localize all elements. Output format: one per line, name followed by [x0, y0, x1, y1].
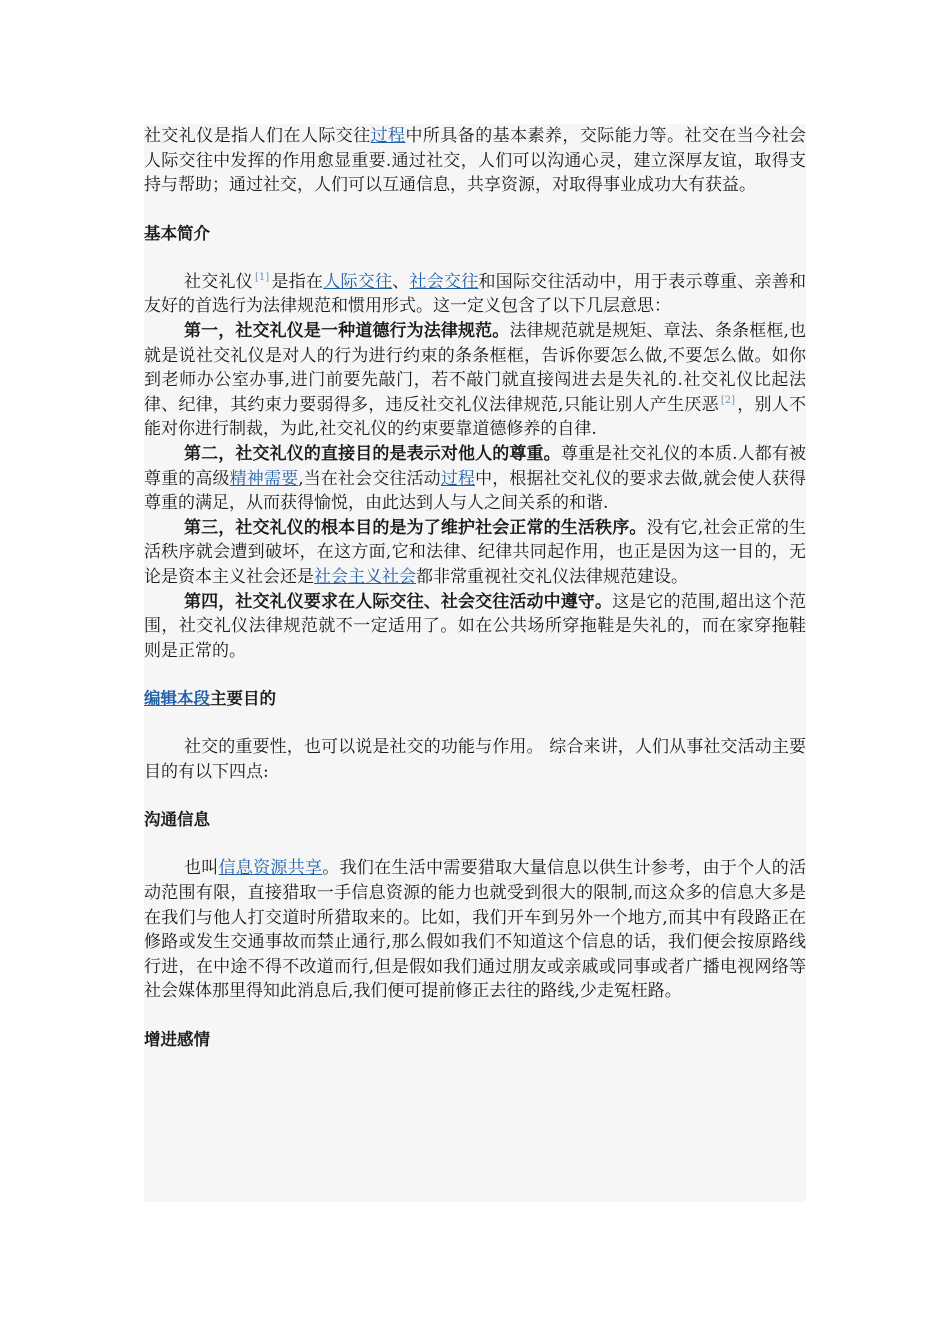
- link-guocheng-2[interactable]: 过程: [440, 468, 476, 489]
- communication-paragraph: [144, 856, 806, 1004]
- text-span: 法律规范就是规矩、章法、条条框框,也就是说社交礼仪是对人的行为进行约束的条条框框，告诉你要怎么做,不要怎么做。如你到老师办公室办事,进门前要先敲门，若不敲门就直接闯进去是失礼的.社交礼仪比起法律、纪律，其约束力要弱得多，违反社交礼仪法律规范,只能让别人产生厌恶: [144, 320, 806, 415]
- text-span: 和国际交往活动中，用于表示尊重、亲善和友好的首选行为法律规范和惯用形式。这一定义包含了以下几层意思：: [144, 271, 806, 317]
- link-shehui-jiaowang[interactable]: 社会交往: [409, 271, 479, 292]
- link-guocheng[interactable]: 过程: [370, 126, 406, 146]
- text-span: 这是它的范围,超出这个范围，社交礼仪法律规范就不一定适用了。如在公共场所穿拖鞋是失礼的，而在家穿拖鞋则是正常的。: [144, 591, 806, 661]
- text-span: 没有它,社会正常的生活秩序就会遭到破坏，在这方面,它和法律、纪律共同起作用，也正是因为这一目的，无论是资本主义社会还是: [144, 517, 806, 587]
- text-span: 也叫: [184, 858, 219, 879]
- intro-text: 中所具备的基本素养，交际能力等。社交在当今社会人际交往中发挥的作用愈显重要.通过社交，人们可以沟通心灵，建立深厚友谊，取得支持与帮助；通过社交，人们可以互通信息，共享资源，对取得事业成功大有获益。: [144, 126, 806, 196]
- citation-ref-2[interactable]: [2]: [720, 394, 736, 406]
- point-four-paragraph: [144, 590, 806, 664]
- text-span: 都非常重视社交礼仪法律规范建设。: [416, 566, 688, 587]
- purpose-paragraph: 社交的重要性，也可以说是社交的功能与作用。 综合来讲，人们从事社交活动主要目的有以下四点:: [144, 737, 806, 782]
- point-one-paragraph: [144, 319, 806, 442]
- point-three-paragraph: [144, 516, 806, 590]
- text-span: 中，根据社交礼仪的要求去做,就会使人获得尊重的满足，从而获得愉悦，由此达到人与人之间关系的和谐.: [144, 468, 806, 514]
- point-one-lead: 第一，社交礼仪是一种道德行为法律规范。: [184, 320, 510, 341]
- citation-ref-1[interactable]: [1]: [255, 271, 270, 283]
- link-renji-jiaowang[interactable]: 人际交往: [323, 271, 393, 292]
- link-shehuizhuyi-shehui[interactable]: 社会主义社会: [314, 566, 416, 587]
- text-span: 、: [392, 271, 410, 292]
- definition-paragraph: [144, 270, 806, 319]
- section-heading-main-purpose: [144, 687, 806, 711]
- section-title-text: 主要目的: [210, 689, 276, 709]
- section-heading-communication: 沟通信息: [144, 810, 210, 830]
- text-span: ，别人不能对你进行制裁，为此,社交礼仪的约束要靠道德修养的自律.: [144, 394, 806, 440]
- point-three-lead: 第三，社交礼仪的根本目的是为了维护社会正常的生活秩序。: [184, 517, 647, 538]
- text-span: ,当在社会交往活动: [298, 468, 441, 489]
- link-jingshen-xuyao[interactable]: 精神需要: [229, 468, 299, 489]
- section-heading-enhance-feelings: 增进感情: [144, 1030, 210, 1050]
- link-xinxi-ziyuan-gongxiang[interactable]: 信息资源共享: [218, 858, 323, 879]
- article-body: [144, 124, 806, 1202]
- intro-text: 社交礼仪是指人们在人际交往: [144, 126, 371, 146]
- text-span: 。我们在生活中需要猎取大量信息以供生计参考，由于个人的活动范围有限，直接猎取一手信息资源的能力也就受到很大的限制,而这众多的信息大多是在我们与他人打交道时所猎取来的。比如，我们开车到另外一个地方,而其中有段路正在修路或发生交通事故而禁止通行,那么假如我们不知道这个信息的话，我们便会按原路线行进，在中途不得不改道而行,但是假如我们通过朋友或亲戚或同事或者广播电视网络等社会媒体那里得知此消息后,我们便可提前修正去往的路线,少走冤枉路。: [144, 858, 806, 1002]
- intro-paragraph: [144, 124, 806, 198]
- point-two-lead: 第二，社交礼仪的直接目的是表示对他人的尊重。: [184, 443, 561, 464]
- point-four-lead: 第四，社交礼仪要求在人际交往、社会交往活动中遵守。: [184, 591, 613, 612]
- text-span: 是指在: [271, 271, 324, 292]
- section-heading-basic-intro: 基本简介: [144, 223, 210, 243]
- point-two-paragraph: [144, 442, 806, 516]
- text-span: 尊重是社交礼仪的本质.人都有被尊重的高级: [144, 443, 806, 489]
- text-span: 社交礼仪: [184, 271, 254, 292]
- edit-section-link[interactable]: 编辑本段: [144, 689, 210, 709]
